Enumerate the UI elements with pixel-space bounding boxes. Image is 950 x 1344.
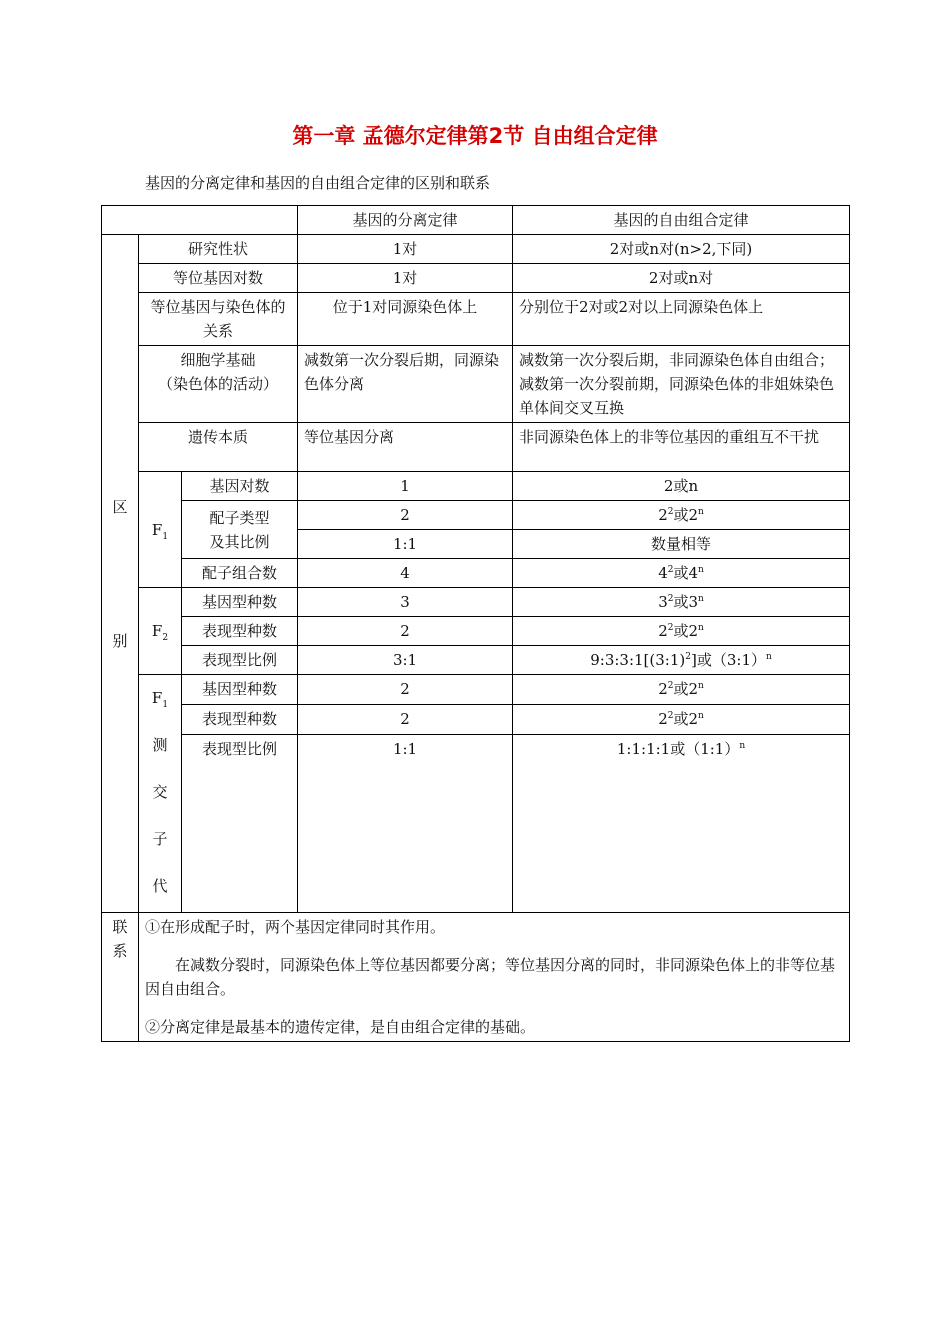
cell-testcross-phenotypes-a: 2: [298, 705, 513, 735]
cell-f1-gamete-type-b: $2^2$或2$^n$: [513, 501, 850, 530]
cell-testcross-ratio-a: 1:1: [298, 735, 513, 913]
table-row: [102, 705, 850, 735]
cell-f1-gene-pairs-a: 1: [298, 472, 513, 501]
row-label-f1-gamete-type: 配子类型 及其比例: [182, 501, 298, 559]
cell-f1-gene-pairs-b: 2或n: [513, 472, 850, 501]
cell-f1-gamete-type-a: 2: [298, 501, 513, 530]
cell-trait-b: 2对或n对(n>2,下同): [513, 235, 850, 264]
relation-point-1: ①在形成配子时，两个基因定律同时其作用。: [145, 918, 446, 936]
row-label-f2-ratio: 表现型比例: [182, 646, 298, 675]
relation-point-2: ②分离定律是最基本的遗传定律，是自由组合定律的基础。: [145, 1018, 536, 1036]
row-label-allele-chromosome: 等位基因与染色体的关系: [139, 293, 298, 346]
cell-f2-genotypes-b: $3^2$或3$^n$: [513, 588, 850, 617]
table-row: [102, 559, 850, 588]
cell-allele-chromosome-b: 分别位于2对或2对以上同源染色体上: [513, 293, 850, 346]
cell-f1-gamete-ratio-b: 数量相等: [513, 530, 850, 559]
cell-testcross-ratio-b: 1:1:1:1或（1:1）$^n$: [513, 735, 850, 913]
section-label-relation: 联 系: [102, 913, 139, 1042]
header-separation-law: 基因的分离定律: [298, 206, 513, 235]
row-label-f2-genotypes: 基因型种数: [182, 588, 298, 617]
row-label-cytology: 细胞学基础 （染色体的活动）: [139, 346, 298, 423]
table-row: [102, 588, 850, 617]
table-row: [102, 346, 850, 423]
row-label-f2-phenotypes: 表现型种数: [182, 617, 298, 646]
header-empty-cell: [102, 206, 298, 235]
row-label-genetic-essence: 遗传本质: [139, 423, 298, 472]
cell-testcross-phenotypes-b: $2^2$或2$^n$: [513, 705, 850, 735]
table-row: [102, 472, 850, 501]
row-label-allele-pairs: 等位基因对数: [139, 264, 298, 293]
cell-f1-gamete-combo-b: $4^2$或4$^n$: [513, 559, 850, 588]
table-row: [102, 264, 850, 293]
cell-f1-gamete-ratio-a: 1:1: [298, 530, 513, 559]
table-row: [102, 646, 850, 675]
table-row: [102, 235, 850, 264]
cell-f2-genotypes-a: 3: [298, 588, 513, 617]
row-label-f1-gene-pairs: 基因对数: [182, 472, 298, 501]
cell-trait-a: 1对: [298, 235, 513, 264]
row-label-testcross-genotypes: 基因型种数: [182, 675, 298, 705]
cell-f2-ratio-a: 3:1: [298, 646, 513, 675]
table-row: [102, 675, 850, 705]
table-row: [102, 293, 850, 346]
cell-testcross-genotypes-a: 2: [298, 675, 513, 705]
comparison-table: [101, 205, 850, 1042]
page-subtitle: 基因的分离定律和基因的自由组合定律的区别和联系: [145, 174, 491, 192]
cell-cytology-b: 减数第一次分裂后期，非同源染色体自由组合；减数第一次分裂前期，同源染色体的非姐妹染色单体间交叉互换: [513, 346, 850, 423]
table-row: [102, 423, 850, 472]
page-title: 第一章 孟德尔定律第2节 自由组合定律: [292, 124, 658, 148]
section-label-difference: 区 别: [102, 235, 139, 913]
group-label-testcross: $F_1$ 测 交 子 代: [139, 675, 182, 913]
table-row: [102, 735, 850, 913]
table-header-row: [102, 206, 850, 235]
cell-f2-phenotypes-a: 2: [298, 617, 513, 646]
group-label-f2: $F_2$: [139, 588, 182, 675]
table-row: [102, 501, 850, 530]
header-independent-assortment: 基因的自由组合定律: [513, 206, 850, 235]
relation-content: [139, 913, 850, 1042]
cell-f1-gamete-combo-a: 4: [298, 559, 513, 588]
relation-point-1-detail: 在减数分裂时，同源染色体上等位基因都要分离；等位基因分离的同时，非同源染色体上的非等位基因自由组合。: [145, 956, 836, 998]
row-label-f1-gamete-combo: 配子组合数: [182, 559, 298, 588]
cell-testcross-genotypes-b: $2^2$或2$^n$: [513, 675, 850, 705]
row-label-testcross-ratio: 表现型比例: [182, 735, 298, 913]
cell-allele-pairs-b: 2对或n对: [513, 264, 850, 293]
group-label-f1: $F_1$: [139, 472, 182, 588]
table-row: [102, 617, 850, 646]
cell-genetic-essence-a: 等位基因分离: [298, 423, 513, 472]
cell-f2-ratio-b: 9:3:3:1[(3:1)$^2$]或（3:1）$^n$: [513, 646, 850, 675]
table-row: [102, 913, 850, 1042]
cell-cytology-a: 减数第一次分裂后期，同源染色体分离: [298, 346, 513, 423]
cell-genetic-essence-b: 非同源染色体上的非等位基因的重组互不干扰: [513, 423, 850, 472]
cell-f2-phenotypes-b: $2^2$或2$^n$: [513, 617, 850, 646]
cell-allele-pairs-a: 1对: [298, 264, 513, 293]
cell-allele-chromosome-a: 位于1对同源染色体上: [298, 293, 513, 346]
row-label-trait: 研究性状: [139, 235, 298, 264]
row-label-testcross-phenotypes: 表现型种数: [182, 705, 298, 735]
